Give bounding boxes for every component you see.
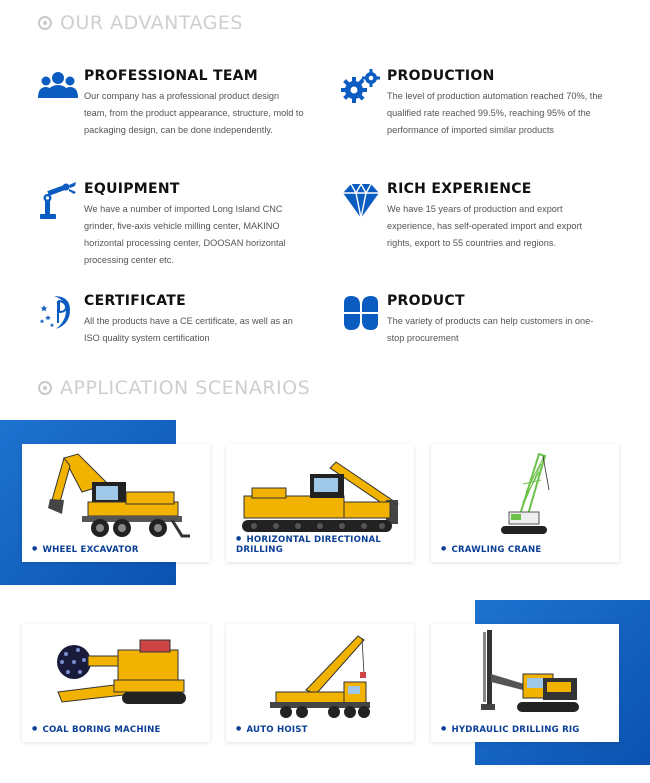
- advantage-title: EQUIPMENT: [84, 181, 180, 197]
- section-bullet-icon: [38, 16, 52, 30]
- certificate-icon: [38, 293, 78, 333]
- advantage-title: PRODUCT: [387, 293, 465, 309]
- advantage-professional-team: [38, 68, 308, 138]
- scenario-card-auto-hoist[interactable]: [226, 624, 414, 742]
- scenario-label: ● HORIZONTAL DIRECTIONAL DRILLING: [236, 535, 414, 555]
- auto-hoist-image: [226, 624, 414, 724]
- scenario-card-horizontal-directional-drilling[interactable]: [226, 444, 414, 562]
- advantage-product: [341, 293, 611, 353]
- scenario-label: ● HYDRAULIC DRILLING RIG: [441, 725, 580, 735]
- diamond-icon: [341, 181, 381, 221]
- advantage-equipment: [38, 181, 308, 265]
- advantages-section-title: [38, 12, 243, 34]
- advantage-rich-experience: [341, 181, 611, 251]
- scenario-label: ● COAL BORING MACHINE: [32, 725, 161, 735]
- advantage-desc: The level of production automation reached 70%, the qualified rate reached 99.5%, reaching 95% of the performance of imported similar products: [387, 91, 603, 135]
- scenario-card-wheel-excavator[interactable]: [22, 444, 210, 562]
- advantages-title: OUR ADVANTAGES: [60, 12, 243, 34]
- advantage-desc: We have a number of imported Long Island CNC grinder, five-axis vehicle milling center, MAKINO horizontal processing center, DOOSAN horizontal processing center etc.: [84, 204, 286, 265]
- section-bullet-icon: [38, 381, 52, 395]
- advantage-title: PROFESSIONAL TEAM: [84, 68, 259, 84]
- scenario-label: ● CRAWLING CRANE: [441, 545, 541, 555]
- coal-boring-machine-image: [22, 624, 210, 724]
- scenario-label: ● WHEEL EXCAVATOR: [32, 545, 139, 555]
- advantage-desc: We have 15 years of production and export experience, has self-operated import and export rights, export to 55 countries and regions.: [387, 204, 583, 248]
- advantage-desc: All the products have a CE certificate, as well as an ISO quality system certification: [84, 316, 293, 343]
- hydraulic-drilling-rig-image: [431, 624, 619, 724]
- crawling-crane-image: [431, 444, 619, 544]
- advantage-title: CERTIFICATE: [84, 293, 186, 309]
- scenario-label: ● AUTO HOIST: [236, 725, 308, 735]
- scenarios-section-title: [38, 377, 310, 399]
- scenario-card-crawling-crane[interactable]: [431, 444, 619, 562]
- scenario-card-coal-boring-machine[interactable]: [22, 624, 210, 742]
- advantage-title: PRODUCTION: [387, 68, 495, 84]
- robot-arm-icon: [38, 181, 78, 221]
- advantage-certificate: [38, 293, 308, 353]
- advantage-production: [341, 68, 611, 138]
- team-icon: [38, 68, 78, 108]
- scenarios-title: APPLICATION SCENARIOS: [60, 377, 311, 399]
- advantage-title: RICH EXPERIENCE: [387, 181, 532, 197]
- wheel-excavator-image: [22, 444, 210, 544]
- clover-icon: [341, 293, 381, 333]
- advantage-desc: The variety of products can help customers in one-stop procurement: [387, 316, 594, 343]
- gears-icon: [341, 68, 381, 108]
- directional-drilling-image: [226, 444, 414, 544]
- advantage-desc: Our company has a professional product design team, from the product appearance, structure, mold to packaging design, can be done independently.: [84, 91, 304, 135]
- scenario-card-hydraulic-drilling-rig[interactable]: [431, 624, 619, 742]
